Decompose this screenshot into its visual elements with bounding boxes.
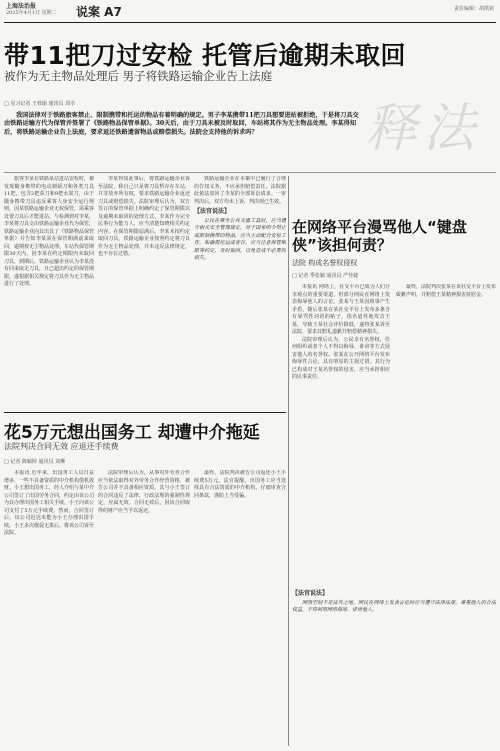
- story3-law-box: [292, 588, 496, 746]
- story1-column-3: [194, 176, 286, 408]
- issue-date: 2025年4月1日 星期二: [6, 10, 57, 16]
- story3-subheadline: 法院 构成名誉权侵权: [292, 259, 358, 267]
- editor-credit: 责任编辑：胡凯铭: [453, 6, 494, 12]
- story1-byline: □ 见习记者 王蓉瑜 通讯员 周幸: [4, 101, 76, 107]
- story2-col2-text: 法院审理后认为，从事对外劳务合作应当依法取得对外劳务合作经营资格，被告公司并不具备相应资质，其与小王签订的合同违反了法律、行政法规的强制性规定，应属无效。合同无效后，因该合同取得的财产应当予以返还。: [98, 470, 190, 514]
- story2-column-1: [4, 470, 94, 745]
- story1-law-text: 公民在乘坐公共交通工具时，应当遵守相关安全管理规定，对于国家明令禁止或限制携带的物品，应当主动配合安检工作。如确需托运或寄存，应当注意保管期限等约定，及时取回，以免造成不必要的损失。: [194, 217, 286, 261]
- story3-col2-text: 法院审理后认为，公民享有名誉权，任何组织或者个人不得以侮辱、诽谤等方式侵害他人的名誉权。张某在公开网络平台发布侮辱性言论，具有明显的主观过错，其行为已构成对王某名誉权的侵害，应当承担相应的民事责任。: [292, 336, 390, 380]
- paper-name: 上海法治报: [6, 3, 37, 10]
- story3-col3-text: 最终，法院判决张某在该社交平台上发布致歉声明，并赔偿王某精神损害抚慰金。: [396, 284, 496, 298]
- story3-byline: □ 记者 季张颖 通讯员 严佳婕: [292, 273, 359, 279]
- story3-column-1: [292, 284, 390, 584]
- story3-headline: 在网络平台漫骂他人“键盘侠”该担何责？: [292, 218, 467, 254]
- story2-subheadline: 法院判决合同无效 应退还手续费: [4, 442, 119, 451]
- masthead: [6, 4, 57, 16]
- story2-column-2: [98, 470, 190, 745]
- story1-col2-text: 李某得知此事后，将铁路运输企业诉至法院，称自己只是将刀具暂存在车站，并非放弃所有权，要求铁路运输企业返还刀具或赔偿损失。法院审理后认为，双方签订的保管单据上明确约定了保管期限以及逾期未取回的处理方式，李某作为完全民事行为能力人，应当清楚知晓相关约定内容。在保管期限届满后，李某未按约定取回刀具，铁路运输企业按照约定将刀具作为无主物品处理，并未违反法律规定，也不存在过错。: [98, 176, 190, 257]
- story2-byline: □ 记者 陈颖婷 通讯员 刘琳: [4, 459, 66, 465]
- story1-headline: 带11把刀过安检 托管后逾期未取回: [4, 41, 406, 70]
- story1-column-1: [4, 176, 94, 408]
- story2-col1-text: 本报讯 近年来，出国务工人员日益增多，一些不具备资质的中介机构借机敛财。小王想出国务工，经人介绍与某中介公司签订了出国劳务合同，约定由该公司为其办理出国务工相关手续，小王向该公司支付了5万元手续费。然而，合同签订后，该公司迟迟未能为小王办理出国手续。小王多次催促无果后，将该公司诉至法院。: [4, 470, 94, 536]
- header-rule: [4, 22, 496, 23]
- section-label: 说案 A7: [76, 5, 122, 19]
- story2-headline: 花5万元想出国务工 却遭中介拖延: [4, 423, 260, 443]
- story1-col1-text: 旅客李某在铁路某站进站安检时，被发现随身携带的电动剃须刀和各类刀具11把，包含2把菜刀和9把水果刀，由于随身携带刀具违反乘客人身安全运行规则，因某铁路运输企业无权保管，需乘客处置刀具后才能进站。与检测到对李某，李某将刀具交由铁路运输企业代为保管，铁路运输企业向其出具了《铁路物品保管单据》并告知李某需在保管期满前来取回，逾期按无主物品处理。车站代保管期限30天内，因李某在约定期限内未取回刀具，到期后，铁路运输企业认为李某没有回来取走刀具，且已超出约定的保管期限，遂根据相关规定将刀具作为无主物品进行了处理。: [4, 176, 94, 287]
- story3-law-text: 网络空间不是法外之地。网民在网络上发表言论时应当遵守法律法规，尊重他人的合法权益，不得利用网络侮辱、诽谤他人。: [292, 599, 496, 613]
- story3-law-tag: 【法官说法】: [292, 590, 329, 597]
- column-divider: [288, 176, 289, 746]
- story1-lead: [4, 100, 364, 137]
- story1-lead-text: 我国法律对于铁路旅客禁止、限制携带和托运的物品有着明确的规定。男子李某携带11把刀具想要进站被拒绝，于是将刀具交由铁路运输方代为保管并签署了《铁路物品保管单据》。30天后，由于刀具未被及时取回，车站将其作为无主物品处理。李某得知后，将铁路运输企业告上法庭，要求返还铁路遗留物品或赔偿损失。法院会支持他的诉求吗？: [4, 111, 359, 136]
- story3-column-2: [396, 284, 496, 584]
- story2-top-rule: [4, 412, 286, 413]
- lead-divider: [4, 172, 496, 173]
- story3-col1-text: 本报讯 网络上，社交平台已成为人们分享观点的重要渠道，但部分网民在网络上发表侮辱他人的言论。张某与王某因琐事产生矛盾，随后张某在某社交平台上发布多条含有辱骂性词语的帖子，指名道姓地攻击王某，导致王某社会评价降低，遂将张某诉至法院，要求其赔礼道歉并赔偿精神损失。: [292, 284, 390, 335]
- story1-subheadline: 被作为无主物品处理后 男子将铁路运输企业告上法庭: [4, 69, 273, 83]
- story2-column-3: [194, 470, 286, 745]
- story1-col3-text: 铁路运输企业在本案中已履行了合理的告知义务，不应承担赔偿责任。法院据此依法驳回了李某的全部诉讼请求。一审判决后，双方均未上诉，判决现已生效。: [194, 176, 286, 205]
- story1-column-2: [98, 176, 190, 408]
- story1-law-tag: 【法官说法】: [194, 208, 231, 215]
- story2-col3-text: 最终，法院判决被告公司返还小王手续费5万元。法官提醒，出国务工应当选择具有合法资质的中介机构，仔细审查合同条款，谨防上当受骗。: [194, 470, 286, 499]
- watermark-calligraphy: 释法: [365, 99, 482, 159]
- story1-continued: [292, 176, 496, 214]
